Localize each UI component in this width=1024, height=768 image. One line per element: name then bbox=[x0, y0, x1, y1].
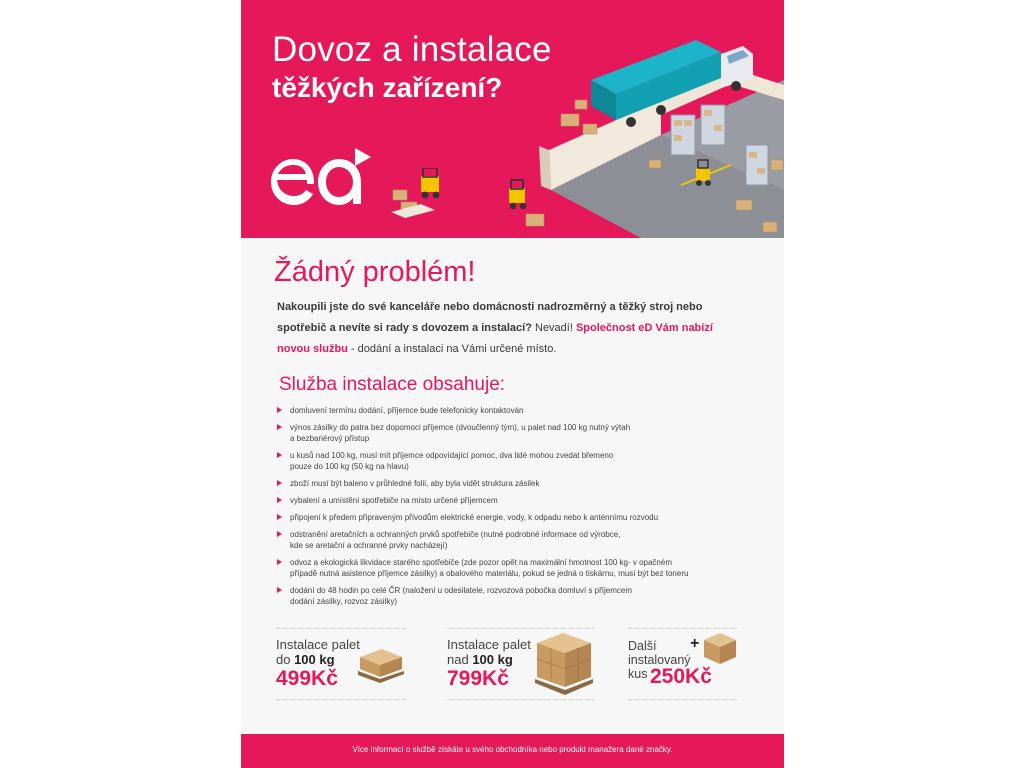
list-item-text: kde se aretační a ochranné prvky nacházejí) bbox=[290, 541, 448, 550]
content-area bbox=[241, 238, 784, 734]
list-item-text: zboží musí být baleno v průhledné folii, aby byla vidět struktura zásilek bbox=[290, 479, 540, 488]
price-label-weight: 100 kg bbox=[294, 652, 335, 667]
list-item-text: u kusů nad 100 kg, musí mít příjemce odpovídající pomoc, dva lidé mohou zvedat břemeno bbox=[290, 451, 614, 460]
warehouse-illustration bbox=[531, 40, 784, 238]
list-item bbox=[275, 495, 765, 506]
list-item-text: výnos zásilky do patra bez dopomoci příjemce (dvoučlenný tým), u palet nad 100 kg nutný výtah bbox=[290, 423, 631, 432]
list-item bbox=[275, 585, 765, 607]
plus-icon: + bbox=[690, 635, 700, 652]
price-label-line1: Instalace palet bbox=[276, 637, 360, 652]
list-item bbox=[275, 557, 765, 579]
services-list bbox=[275, 405, 765, 613]
list-item-text: dodání do 48 hodin po celé ČR (naložení u odesilatele, rozvozová pobočka domluví s příjemcem bbox=[290, 586, 632, 595]
list-item-text: případě nutná asistence příjemce zásilky) a obalového materiálu, pokud se jedná o tiskárnu, musí být bez toneru bbox=[290, 569, 689, 578]
list-item-text: vybalení a umístění spotřebiče na místo určené příjemcem bbox=[290, 496, 498, 505]
price-label-line1: Instalace palet bbox=[447, 637, 531, 652]
headline: Žádný problém! bbox=[274, 256, 476, 288]
price-section bbox=[241, 628, 784, 708]
flyer-page bbox=[241, 0, 784, 768]
footer-bar bbox=[241, 734, 784, 768]
price-value: 499Kč bbox=[276, 667, 338, 690]
list-item bbox=[275, 512, 765, 523]
price-value: 799Kč bbox=[447, 667, 509, 690]
arrow-bullet-icon bbox=[277, 407, 282, 413]
list-item bbox=[275, 422, 765, 444]
price-box-pallet-100 bbox=[276, 628, 406, 700]
list-item-text: připojení k předem připraveným přívodům elektrické energie, vody, k odpadu nebo k anténnímu rozvodu bbox=[290, 513, 659, 522]
price-label-line2: do bbox=[276, 652, 295, 667]
price-label bbox=[276, 637, 360, 667]
arrow-bullet-icon bbox=[277, 514, 282, 520]
ed-logo bbox=[271, 144, 371, 206]
price-box-additional-item bbox=[628, 628, 738, 700]
forklift-illustration bbox=[391, 168, 551, 234]
arrow-bullet-icon bbox=[277, 531, 282, 537]
pallet-box-icon bbox=[356, 641, 404, 683]
list-item bbox=[275, 405, 765, 416]
box-icon bbox=[702, 631, 738, 665]
price-label-line1: Další bbox=[628, 639, 657, 653]
list-item bbox=[275, 529, 765, 551]
arrow-bullet-icon bbox=[277, 587, 282, 593]
list-item bbox=[275, 450, 765, 472]
price-label-line2: instalovaný bbox=[628, 653, 691, 667]
list-item-text: domluvení termínu dodání, příjemce bude telefonicky kontaktován bbox=[290, 406, 524, 415]
price-box-pallet-over-100 bbox=[447, 628, 595, 700]
intro-part1: Nakoupili jste do své kanceláře nebo domácnosti nadrozměrný a těžký stroj nebo spotřebič a nevíte si rady s dovozem a instalací? bbox=[277, 301, 703, 334]
hero-title-line1: Dovoz a instalace bbox=[272, 30, 552, 69]
price-label-line3: kus bbox=[628, 667, 648, 681]
intro-part2: Nevadí! bbox=[531, 322, 576, 334]
list-item-text: odvoz a ekologická likvidace starého spotřebiče (zde pozor opět na maximální hmotnost 100 kg- v opačném bbox=[290, 558, 672, 567]
footer-text: Více informací o službě získáte u svého obchodníka nebo produkt manažera dané značky. bbox=[352, 745, 673, 754]
hero-title-line2: těžkých zařízení? bbox=[272, 72, 503, 103]
arrow-bullet-icon bbox=[277, 452, 282, 458]
services-subhead: Služba instalace obsahuje: bbox=[279, 374, 506, 395]
price-label-weight: 100 kg bbox=[472, 652, 513, 667]
price-label bbox=[447, 637, 531, 667]
arrow-bullet-icon bbox=[277, 480, 282, 486]
arrow-bullet-icon bbox=[277, 424, 282, 430]
intro-part3: Společnost eD Vám nabízí novou službu bbox=[277, 322, 713, 355]
arrow-bullet-icon bbox=[277, 559, 282, 565]
list-item bbox=[275, 478, 765, 489]
intro-paragraph bbox=[277, 297, 747, 360]
list-item-text: a bezbariérový přístup bbox=[290, 434, 370, 443]
arrow-bullet-icon bbox=[277, 497, 282, 503]
list-item-text: odstranění aretačních a ochranných prvků spotřebiče (nutné podrobné informace od výrobce, bbox=[290, 530, 621, 539]
hero-banner bbox=[241, 0, 784, 238]
list-item-text: pouze do 100 kg (50 kg na hlavu) bbox=[290, 462, 409, 471]
intro-part4: - dodání a instalaci na Vámi určené místo. bbox=[347, 343, 557, 355]
price-label-line2: nad bbox=[447, 652, 473, 667]
large-pallet-box-icon bbox=[533, 629, 595, 699]
list-item-text: dodání zásilky, rozvoz zásilky) bbox=[290, 597, 397, 606]
price-value: 250Kč bbox=[650, 665, 712, 688]
